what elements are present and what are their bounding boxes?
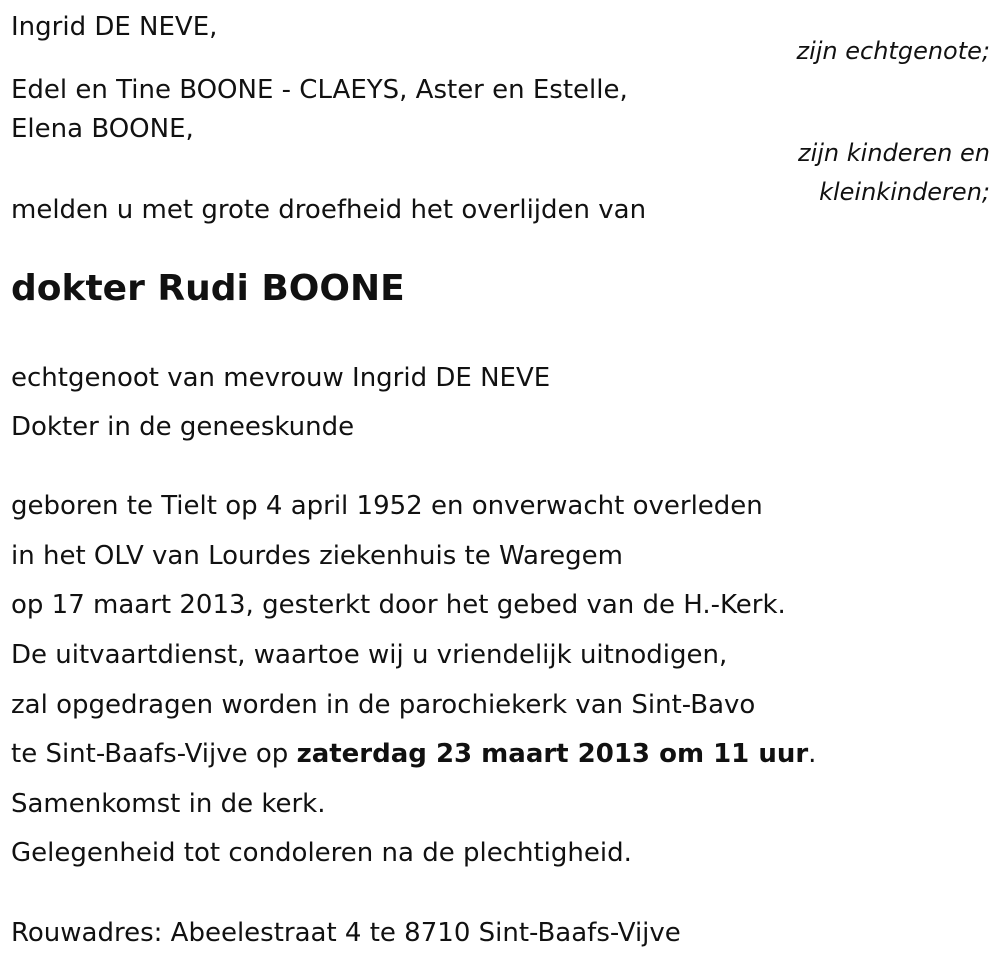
family-line-children: Edel en Tine BOONE - CLAEYS, Aster en Estelle, xyxy=(11,75,628,105)
body-line-4: De uitvaartdienst, waartoe wij u vriendelijk uitnodigen, xyxy=(11,640,728,670)
body-line-7: Samenkomst in de kerk. xyxy=(11,789,326,819)
relation-children-line1: zijn kinderen en xyxy=(798,139,990,167)
announcement-text: melden u met grote droefheid het overlijden van xyxy=(11,195,647,225)
funeral-date-time: zaterdag 23 maart 2013 om 11 uur xyxy=(296,739,809,769)
body-line-6 xyxy=(11,741,816,767)
body-line-8: Gelegenheid tot condoleren na de plechtigheid. xyxy=(11,838,632,868)
deceased-name: dokter Rudi BOONE xyxy=(11,268,405,309)
body-line-1: geboren te Tielt op 4 april 1952 en onverwacht overleden xyxy=(11,491,763,521)
body-line-5: zal opgedragen worden in de parochiekerk van Sint-Bavo xyxy=(11,690,756,720)
relation-children-line2: kleinkinderen; xyxy=(819,178,990,206)
relation-spouse: zijn echtgenote; xyxy=(796,37,990,65)
body-line-3: op 17 maart 2013, gesterkt door het gebed van de H.-Kerk. xyxy=(11,590,786,620)
body-line-6-prefix: te Sint-Baafs-Vijve op xyxy=(11,739,297,769)
body-line-2: in het OLV van Lourdes ziekenhuis te Waregem xyxy=(11,541,623,571)
family-line-spouse: Ingrid DE NEVE, xyxy=(11,12,218,42)
spouse-line: echtgenoot van mevrouw Ingrid DE NEVE xyxy=(11,363,551,393)
mourning-address: Rouwadres: Abeelestraat 4 te 8710 Sint-Baafs-Vijve xyxy=(11,918,681,948)
profession-line: Dokter in de geneeskunde xyxy=(11,412,355,442)
body-line-6-suffix: . xyxy=(808,739,817,769)
family-line-grandchild: Elena BOONE, xyxy=(11,114,194,144)
